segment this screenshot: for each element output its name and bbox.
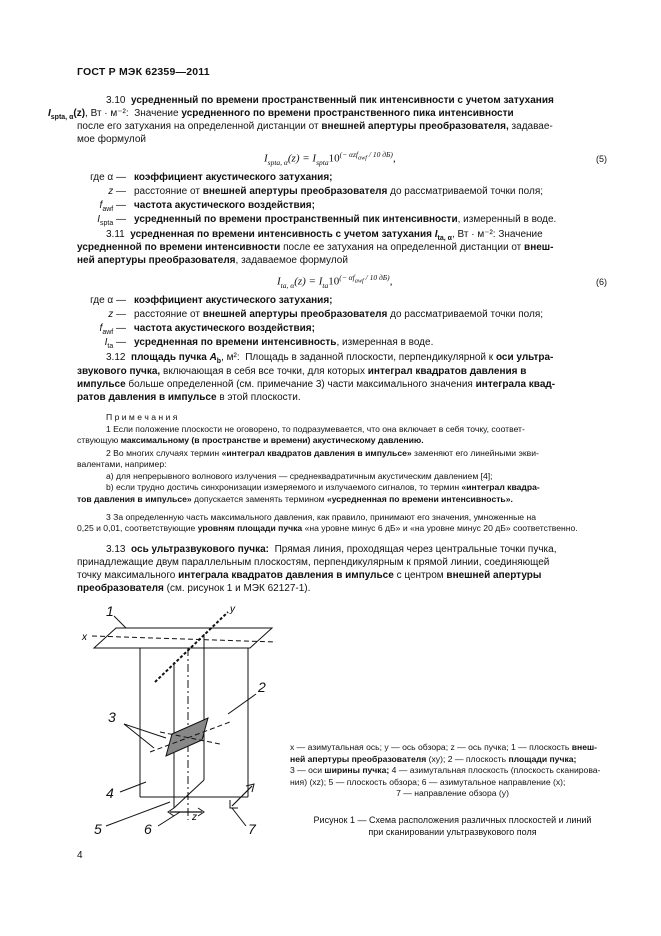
label-x: x bbox=[82, 632, 87, 643]
section-3-10-cont: после его затухания на определенной дистанции от внешней апертуры преобразователя, задавае- мое формулой bbox=[77, 121, 553, 145]
leader-4 bbox=[120, 782, 146, 792]
label-7: 7 bbox=[248, 821, 256, 837]
formula-5-number: (5) bbox=[596, 154, 607, 164]
section-3-13-cont: принадлежащие двум параллельным плоскостям, перпендикулярным к прямой линии, соединяющей точку максимального интеграла квадратов давления в импульсе с центром внешней апертуры преобразователя (см. рисунок 1 и МЭК 62127-1). bbox=[77, 557, 550, 594]
def-6-alpha: где α — коэффициент акустического затухания; bbox=[90, 295, 333, 306]
leader-5 bbox=[106, 802, 170, 826]
leader-6 bbox=[158, 812, 180, 826]
page-number: 4 bbox=[77, 850, 83, 861]
section-3-12: 3.12 площадь пучка $A_b$, м²: Площадь в заданной плоскости, перпендикулярной к оси ультра- bbox=[106, 352, 554, 365]
review-direction-arrow bbox=[232, 786, 252, 806]
figure-legend: x — азимутальная ось; y — ось обзора; z — ось пучка; 1 — плоскость внеш- ней апертуры преобразователя (xy); 2 — плоскость площади пучка; 3 — оси ширины пучка; 4 — азимутальная плоскость (плоскость сканирова- ния) (xz); 5 — плоскость обзора; 6 — азимутальное направление (x); 7 — направление обзора (y) bbox=[290, 742, 601, 799]
section-3-10: 3.10 усредненный по времени пространственный пик интенсивности с учетом затухания $I_{spta, \alpha}(z)$, Вт · м⁻²: Значение усредненного по времени пространственного пика интенсивности bbox=[48, 95, 554, 121]
x-axis-line bbox=[92, 636, 276, 642]
label-4: 4 bbox=[106, 785, 114, 801]
leader-3b bbox=[124, 724, 166, 738]
def-5-ispta: $I_{spta}$ — усредненный по времени пространственный пик интенсивности, измеренный в воде. bbox=[97, 214, 557, 227]
def-6-z: z — расстояние от внешней апертуры преобразователя до рассматриваемой точки поля; bbox=[108, 309, 544, 320]
note-2: 2 Во многих случаях термин «интеграл квадратов давления в импульсе» заменяют его линейными экви- валентами, например: a) для непрерывного волнового излучения — среднеквадратичным акустическим давлением [4]; b) если трудно достичь синхронизации измеряемого и излучаемого сигналов, то термин «интеграл квадра- тов давления в импульсе» допускается заменять термином «усредненная по времени интенсивность». bbox=[77, 448, 540, 504]
def-5-f: $f_{awf}$ — частота акустического воздействия; bbox=[99, 200, 315, 213]
section-3-11: 3.11 усредненная по времени интенсивность с учетом затухания $I_{ta, \alpha}$, Вт · м⁻²: Значение bbox=[106, 229, 543, 242]
formula-6: $I_{ta, \alpha}(z) = I_{ta}10^{(- \alpha f_{awf} / 10 дБ)}$, bbox=[277, 273, 393, 290]
section-3-12-cont: звукового пучка, включающая в себя все точки, для которых интеграл квадратов давления в импульсе больше определенной (см. примечание 3) части максимального значения интеграла квад- ратов давления в импульсе в этой плоскости. bbox=[77, 366, 556, 403]
leader-7 bbox=[232, 808, 246, 826]
notes-title: П р и м е ч а н и я bbox=[106, 412, 178, 422]
label-1: 1 bbox=[106, 603, 114, 619]
label-6: 6 bbox=[144, 821, 152, 837]
section-3-11-cont: усредненной по времени интенсивности после ее затухания на определенной дистанции от внеш- ней апертуры преобразователя, задаваемое формулой bbox=[77, 242, 554, 266]
y-axis-line bbox=[155, 612, 228, 682]
note-3: 3 За определенную часть максимального давления, как правило, принимают его значения, умноженные на 0,25 и 0,01, соответствующие уровням площади пучка «на уровне минус 6 дБ» и «на уровне минус 20 дБ» соответственно. bbox=[77, 512, 578, 534]
section-3-13: 3.13 ось ультразвукового пучка: Прямая линия, проходящая через центральные точки пучка, bbox=[106, 544, 557, 555]
def-5-z: z — расстояние от внешней апертуры преобразователя до рассматриваемой точки поля; bbox=[108, 186, 544, 197]
leader-3a bbox=[124, 724, 154, 748]
label-3: 3 bbox=[108, 709, 116, 725]
formula-5: $I_{spta, \alpha}(z) = I_{spta}10^{(- \alpha zf_{awf} / 10 дБ)}$, bbox=[264, 150, 396, 167]
plane-5-bottom-edge bbox=[174, 780, 204, 808]
leader-2 bbox=[228, 694, 256, 714]
formula-6-number: (6) bbox=[596, 277, 607, 287]
figure-1-diagram bbox=[80, 602, 280, 848]
def-6-f: $f_{awf}$ — частота акустического воздействия; bbox=[99, 323, 315, 336]
leader-1 bbox=[114, 616, 126, 628]
label-5: 5 bbox=[94, 821, 102, 837]
document-header: ГОСТ Р МЭК 62359—2011 bbox=[77, 66, 210, 78]
label-2: 2 bbox=[258, 679, 266, 695]
label-y: y bbox=[230, 604, 235, 615]
figure-caption: Рисунок 1 — Схема расположения различных плоскостей и линий при сканировании ультразвукового поля bbox=[313, 815, 592, 837]
def-6-ita: $I_{ta}$ — усредненная по времени интенсивность, измеренная в воде. bbox=[104, 337, 434, 350]
note-1: 1 Если положение плоскости не оговорено, то подразумевается, что она включает в себя точку, соответ- ствующую максимальному (в пространстве и времени) акустическому давлению. bbox=[77, 424, 525, 446]
label-z: z bbox=[192, 812, 197, 823]
def-5-alpha: где α — коэффициент акустического затухания; bbox=[90, 172, 333, 183]
plane-1-aperture bbox=[94, 628, 272, 648]
